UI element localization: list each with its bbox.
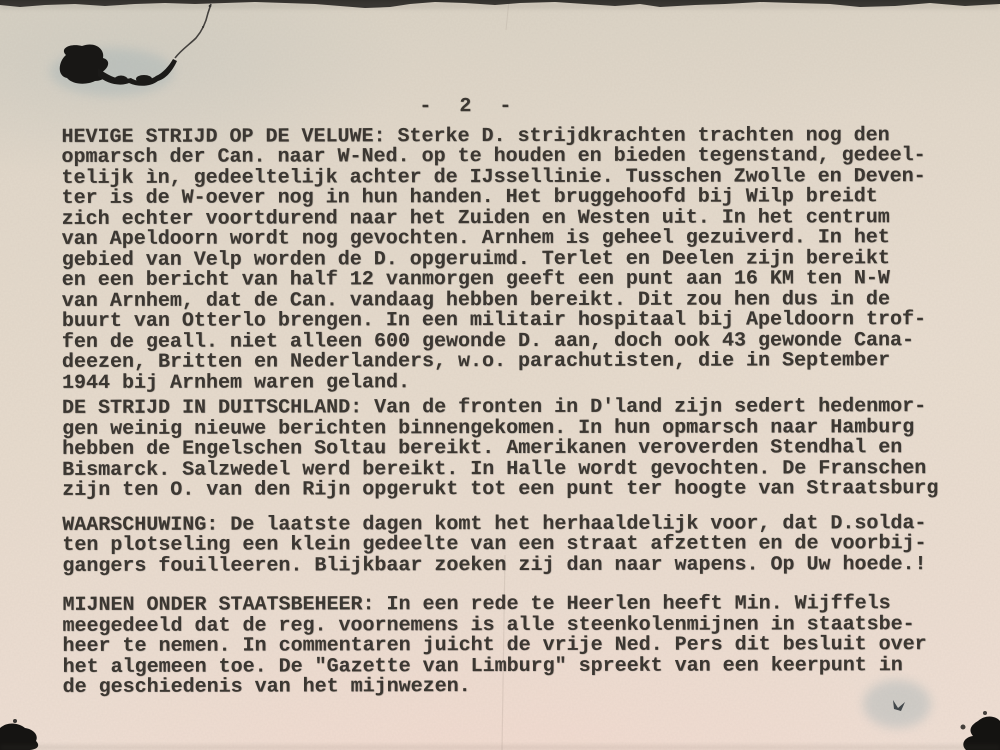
text-line-rest: Van de fronten in D'land zijn sedert hedenmor- xyxy=(362,395,927,420)
text-line: van Apeldoorn wordt nog gevochten. Arnhem is geheel gezuiverd. In het xyxy=(61,226,890,251)
document-text xyxy=(61,96,952,698)
text-line: van Arnhem, dat de Can. vandaag hebben bereikt. Dit zou hen dus in de xyxy=(61,287,890,313)
section-title: HEVIGE STRIJD OP DE VELUWE: xyxy=(61,124,386,149)
text-line: heer te nemen. In commentaren juicht de vrije Ned. Pers dit besluit over xyxy=(62,633,927,658)
section-title: WAARSCHUWING: xyxy=(62,513,219,537)
text-line: 1944 bij Arnhem waren geland. xyxy=(61,370,411,395)
text-line: gen weinig nieuwe berichten binnengekomen. In hun opmarsch naar Hamburg xyxy=(62,415,915,441)
ink-speck xyxy=(13,719,17,723)
text-line-rest: In een rede te Heerlen heeft Min. Wijffels xyxy=(374,592,891,617)
text-line-rest: Sterke D. strijdkrachten trachten nog den xyxy=(385,123,890,148)
ink-halo-top-left xyxy=(50,48,174,96)
text-line: telijk ìn, gedeeltelijk achter de IJssellinie. Tusschen Zwolle en Deven- xyxy=(61,164,926,190)
top-edge-shadow xyxy=(0,2,1000,9)
text-line: meegedeeld dat de reg. voornemens is alle steenkolenmijnen in staatsbe- xyxy=(62,612,915,638)
text-line: het algemeen toe. De "Gazette van Limburg" spreekt van een keerpunt in xyxy=(62,653,903,679)
text-line: hebben de Engelschen Soltau bereikt. Amerikanen veroverden Stendhal en xyxy=(62,436,903,461)
ink-speck-check xyxy=(893,700,905,711)
text-line: en een bericht van half 12 vanmorgen geeft een punt aan 16 KM ten N-W xyxy=(61,267,890,292)
bottom-edge-shadow xyxy=(0,745,1000,750)
text-line: Bismarck. Salzwedel werd bereikt. In Halle wordt gevochten. De Franschen xyxy=(62,456,927,482)
ink-stain-bottom-left xyxy=(0,723,38,750)
ink-tail-bump xyxy=(136,75,152,83)
text-line: ten plotseling een klein gedeelte van een straat afzetten en de voorbij- xyxy=(62,532,927,557)
ink-blot-top-left xyxy=(60,44,108,83)
text-line: buurt van Otterlo brengen. In een militair hospitaal bij Apeldoorn trof- xyxy=(61,308,927,333)
section-de-strijd-in-duitschland xyxy=(62,397,952,501)
tear-crack-speck xyxy=(202,26,204,28)
ink-blot-tail xyxy=(98,59,177,86)
page-number: - 2 - xyxy=(419,94,520,119)
section-title: DE STRIJD IN DUITSCHLAND: xyxy=(61,396,363,420)
text-line: zich echter voortdurend naar het Zuiden en Westen uit. In het centrum xyxy=(61,205,890,231)
ink-tail-bump xyxy=(114,76,128,85)
text-line: de geschiedenis van het mijnwezen. xyxy=(62,675,471,699)
tear-crack xyxy=(175,4,211,58)
ink-speck xyxy=(961,725,966,730)
ink-stain-bottom-right xyxy=(963,716,1000,750)
section-hevige-strijd-op-de-veluwe xyxy=(61,123,952,395)
text-line: deezen, Britten en Nederlanders, w.o. parachutisten, die in September xyxy=(61,349,891,374)
text-line: gangers fouilleeren. Blijkbaar zoeken zij dan naar wapens. Op Uw hoede.! xyxy=(62,552,927,578)
section-title: MIJNEN ONDER STAATSBEHEER: xyxy=(62,593,375,617)
text-line-rest: De laatste dagen komt het herhaaldelijk voor, dat D.solda- xyxy=(218,511,927,537)
torn-top-edge xyxy=(0,0,1000,8)
text-line: ter is de W-oever nog in hun handen. Het bruggehoofd bij Wilp breidt xyxy=(61,185,878,210)
text-line: opmarsch der Can. naar W-Ned. op te houden en bieden tegenstand, gedeel- xyxy=(61,144,926,169)
paper-crease-top xyxy=(506,0,509,30)
text-line: fen de geall. niet alleen 600 gewonde D. aan, doch ook 43 gewonde Cana- xyxy=(61,328,915,354)
text-line: gebied van Velp worden de D. opgeruimd. Terlet en Deelen zijn bereikt xyxy=(61,246,890,272)
ink-speck xyxy=(983,711,987,715)
tear-crack-speck xyxy=(209,5,212,8)
section-waarschuwing xyxy=(62,511,952,578)
section-mijnen-onder-staatsbeheer xyxy=(62,594,952,698)
text-line: zijn ten O. van den Rijn opgerukt tot een punt ter hoogte van Straatsburg xyxy=(62,477,939,502)
